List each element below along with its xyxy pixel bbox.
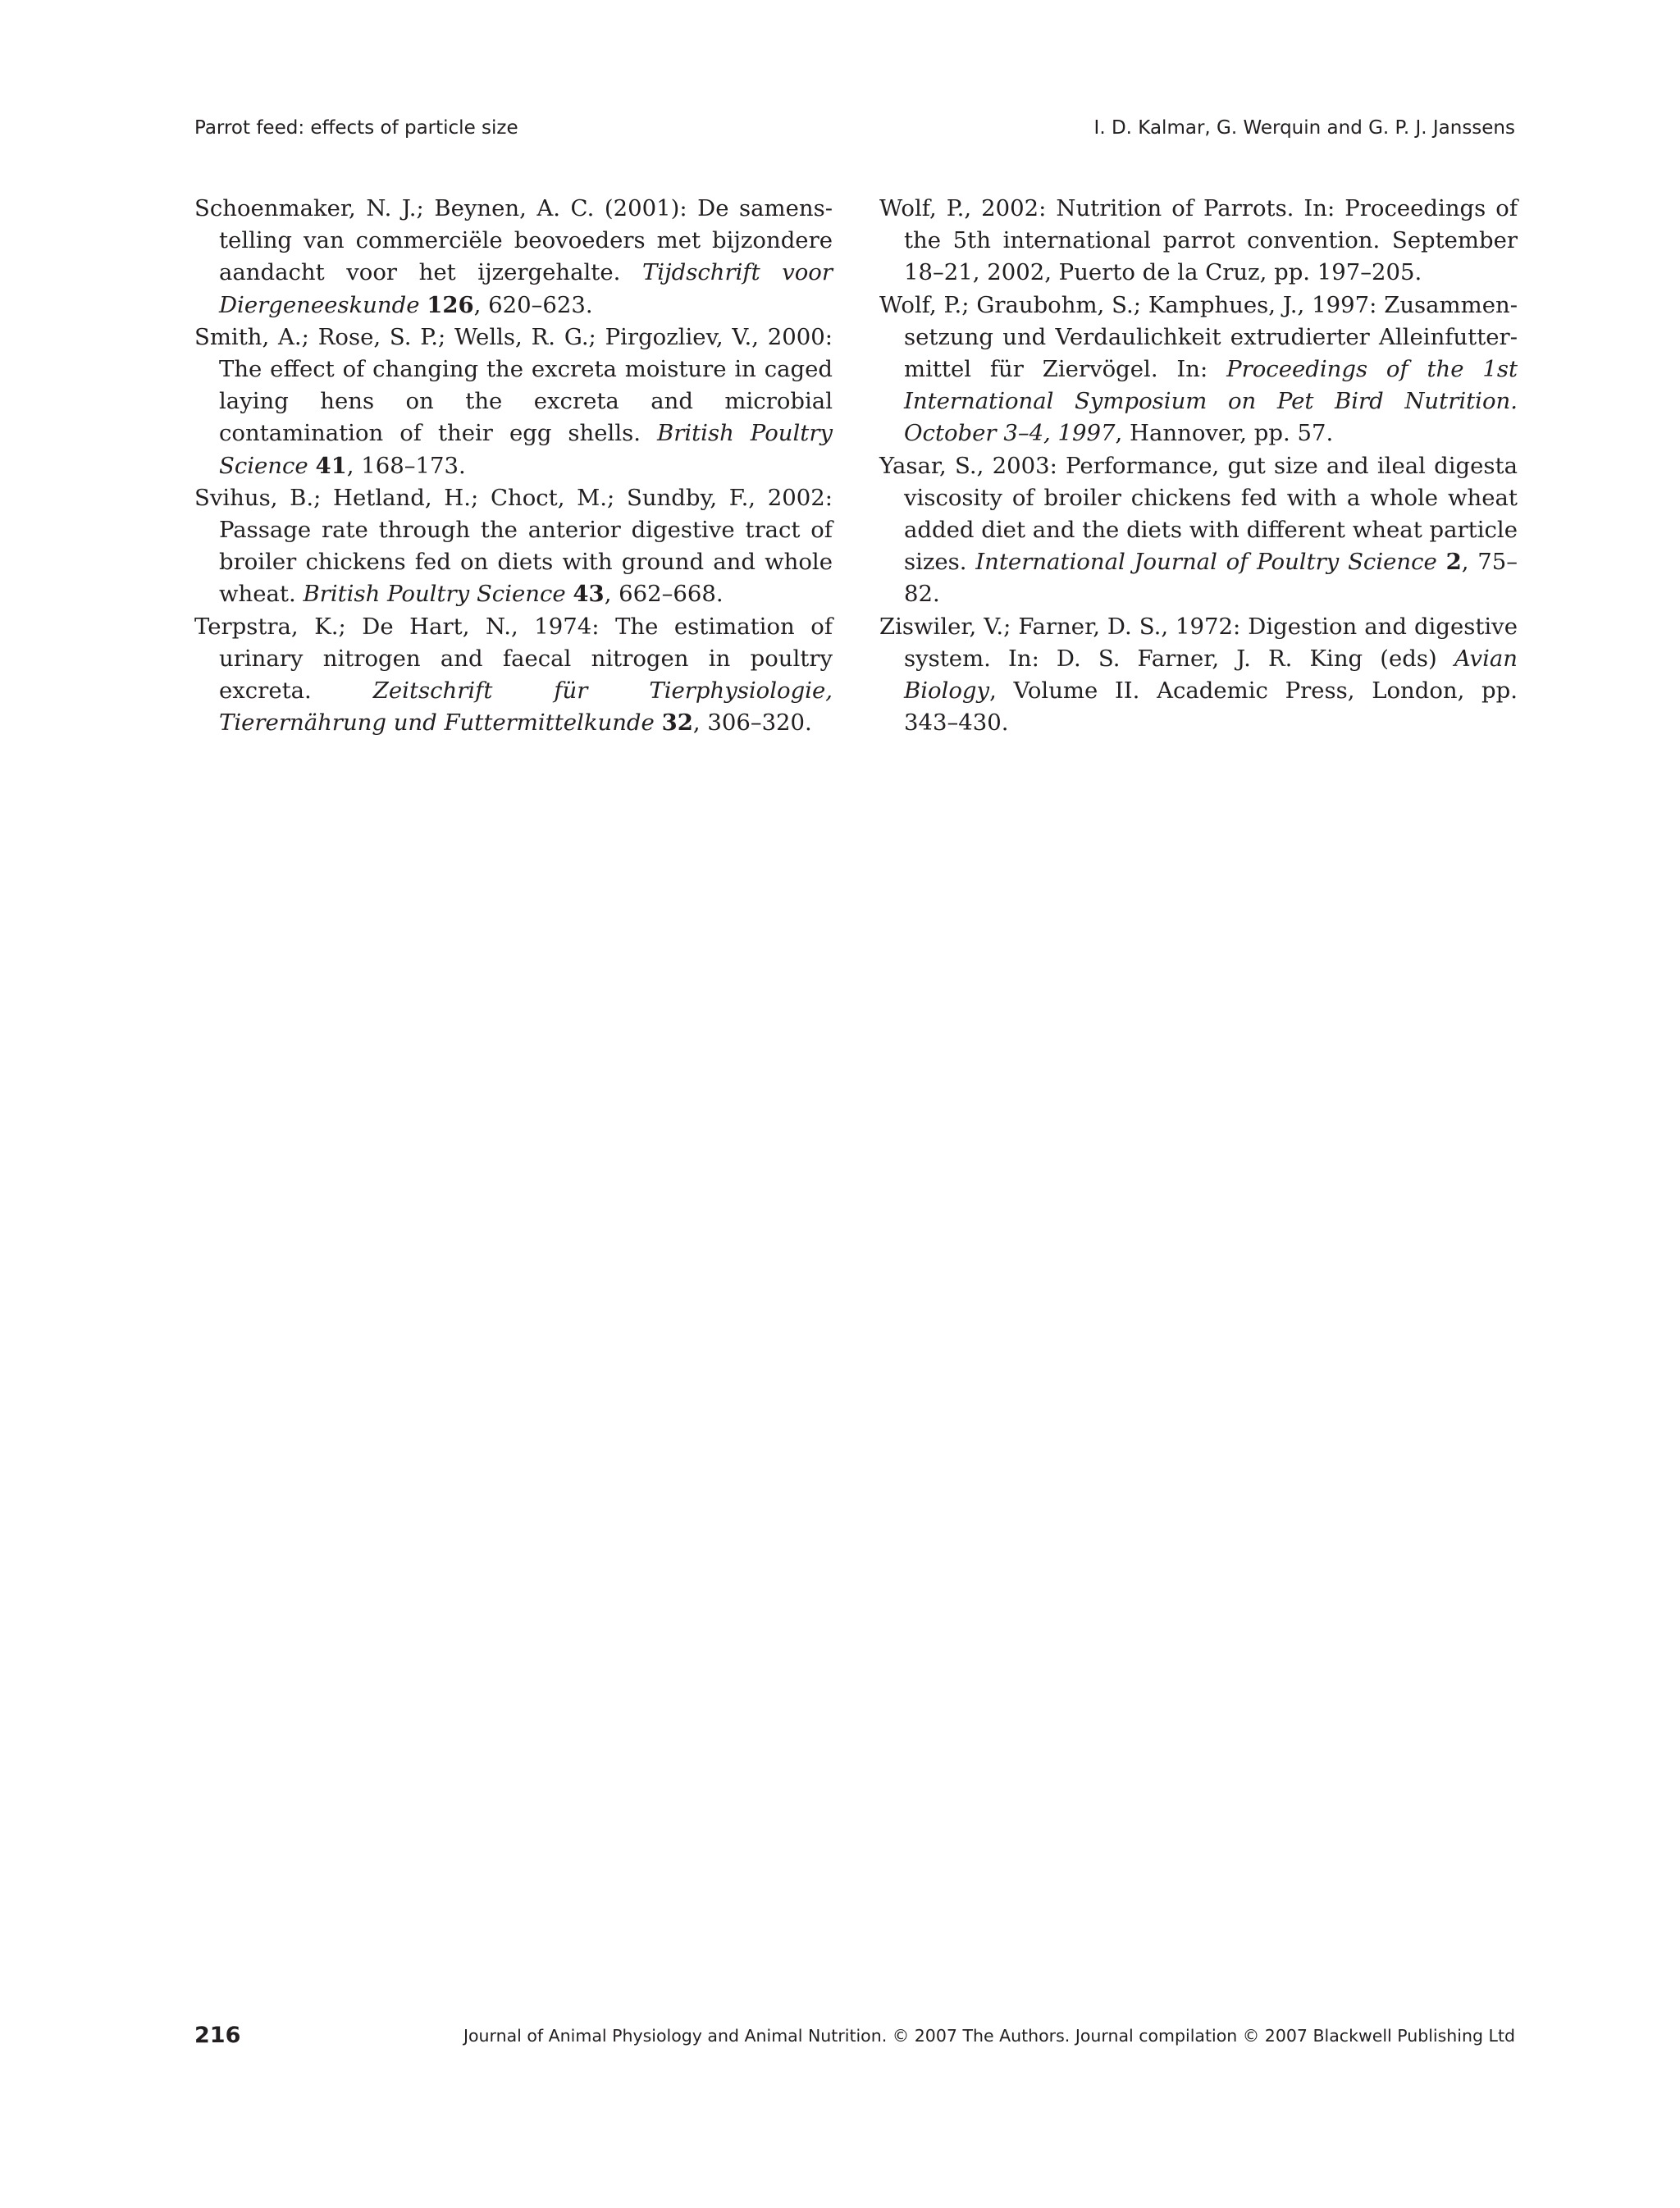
reference-entry [194,611,833,740]
journal-copyright-line: Journal of Animal Physiology and Animal Nutrition. © 2007 The Authors. Journal compilation © 2007 Blackwell Publishing Ltd [463,2026,1515,2046]
reference-volume: 126 [427,291,474,318]
reference-volume: 41 [315,452,347,479]
references-column-right [879,193,1518,739]
reference-journal: Tijdschrift voor Diergeneeskunde [219,259,833,318]
reference-volume: 43 [573,581,605,608]
reference-entry [879,450,1518,611]
reference-entry [194,322,833,482]
reference-text: Yasar, S., 2003: Performance, gut size and ileal digesta viscosity of broiler chickens fed with a whole wheat added diet and the diets with different wheat particle sizes. [879,452,1518,576]
running-head-authors: I. D. Kalmar, G. Werquin and G. P. J. Janssens [1093,117,1515,139]
reference-journal: Zeitschrift für Tierphysiologie, Tierernährung und Futtermittelkunde [219,677,833,737]
reference-pages: , Volume II. Academic Press, London, pp. 343–430. [904,677,1518,737]
reference-pages: , 620–623. [473,291,593,318]
reference-volume: 2 [1445,549,1462,576]
reference-text: Wolf, P.; Graubohm, S.; Kamphues, J., 1997: Zusammensetzung und Verdaulichkeit extrudierter Alleinfuttermittel für Ziervögel. In: [879,291,1518,383]
running-head [194,113,1515,143]
page-footer [194,2019,1515,2052]
reference-journal: Proceedings of the 1st International Symposium on Pet Bird Nutrition. October 3–4, 1997 [904,356,1518,447]
reference-journal: Avian Biology [904,645,1518,705]
running-head-title: Parrot feed: effects of particle size [194,117,518,139]
reference-journal: International Journal of Poultry Science [975,549,1437,576]
reference-text: Smith, A.; Rose, S. P.; Wells, R. G.; Pirgozliev, V., 2000: The effect of changing the excreta moisture in caged laying hens on the excreta and microbial contamination of their egg shells. [194,323,833,447]
references-column-left [194,193,833,739]
reference-pages: , 306–320. [692,709,812,737]
reference-text: Ziswiler, V.; Farner, D. S., 1972: Digestion and digestive system. In: D. S. Farner, J. R. King (eds) [879,613,1518,672]
reference-volume: 32 [661,709,693,737]
reference-text: Terpstra, K.; De Hart, N., 1974: The estimation of urinary nitrogen and faecal nitrogen in poultry excreta. [194,613,833,705]
reference-text: Wolf, P., 2002: Nutrition of Parrots. In: Proceedings of the 5th international parrot convention. September 18–21, 2002, Puerto de la Cruz, pp. 197–205. [879,195,1518,286]
reference-journal: British Poultry Science [303,581,566,608]
reference-entry [879,611,1518,740]
reference-entry [194,193,833,322]
reference-text: Svihus, B.; Hetland, H.; Choct, M.; Sundby, F., 2002: Passage rate through the anterior digestive tract of broiler chickens fed on diets with ground and whole wheat. [194,484,833,608]
reference-journal: British Poultry Science [219,420,833,479]
reference-entry [879,290,1518,450]
reference-pages: , 662–668. [604,581,724,608]
reference-pages: , 75–82. [904,549,1518,608]
reference-text: Schoenmaker, N. J.; Beynen, A. C. (2001): De samenstelling van commerciële beovoeders met bijzondere aandacht voor het ijzergehalte. [194,195,833,286]
reference-pages: , 168–173. [346,452,466,479]
reference-entry [879,193,1518,290]
page-number: 216 [194,2023,241,2048]
reference-pages: , Hannover, pp. 57. [1115,420,1334,447]
reference-entry [194,482,833,611]
